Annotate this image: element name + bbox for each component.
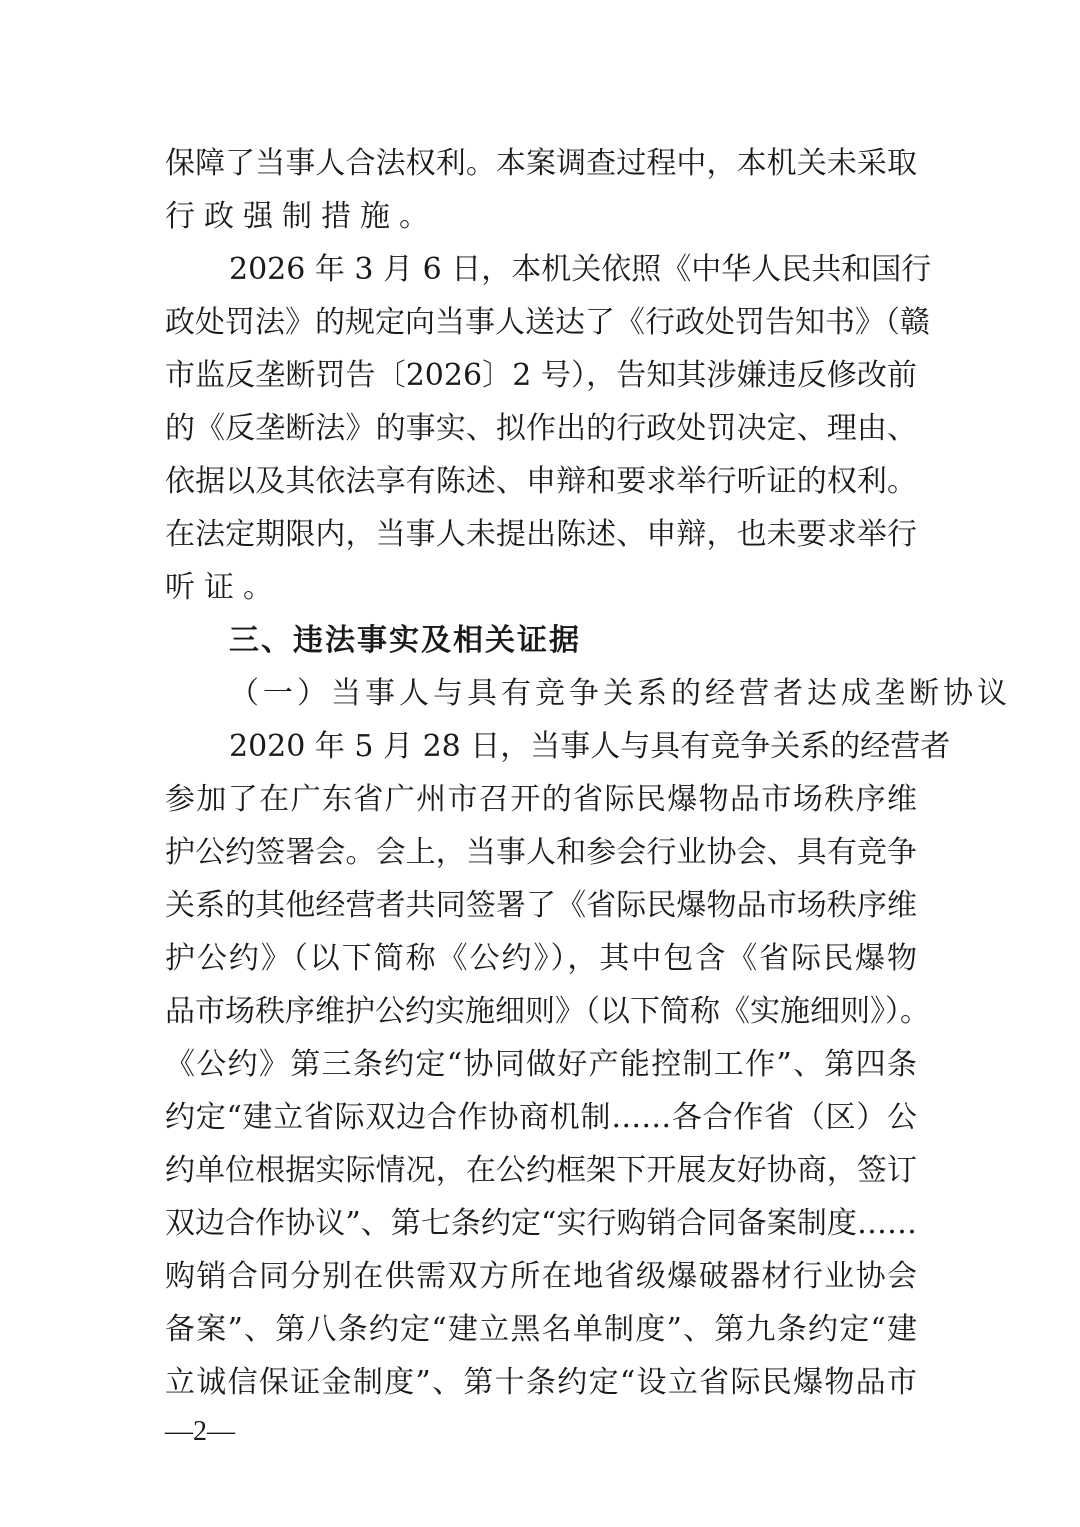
body-text-line: 听证。 [165, 570, 282, 605]
body-text-line: 依据以及其依法享有陈述、申辩和要求举行听证的权利。 [165, 464, 917, 499]
body-text-line: 购销合同分别在供需双方所在地省级爆破器材行业协会 [165, 1259, 917, 1294]
body-text-line: 护公约签署会。会上，当事人和参会行业协会、具有竞争 [165, 835, 917, 870]
body-text-line: 约定“建立省际双边合作协商机制……各合作省（区）公 [165, 1100, 917, 1135]
body-text-line: 市监反垄断罚告〔2026〕2 号），告知其涉嫌违反修改前 [165, 358, 917, 393]
body-text-line: 的《反垄断法》的事实、拟作出的行政处罚决定、理由、 [165, 411, 917, 446]
body-text-line: 在法定期限内，当事人未提出陈述、申辩，也未要求举行 [165, 517, 917, 552]
body-text-line: 2026 年 3 月 6 日，本机关依照《中华人民共和国行 [229, 252, 932, 287]
body-text-line: 2020 年 5 月 28 日，当事人与具有竞争关系的经营者 [229, 729, 951, 764]
body-text-line: 政处罚法》的规定向当事人送达了《行政处罚告知书》（赣 [165, 305, 930, 340]
body-text-line: 约单位根据实际情况，在公约框架下开展友好协商，签订 [165, 1153, 917, 1188]
body-text-line: 《公约》第三条约定“协同做好产能控制工作”、第四条 [165, 1047, 917, 1082]
body-text-line: 立诚信保证金制度”、第十条约定“设立省际民爆物品市 [165, 1365, 917, 1400]
section-heading: 三、违法事实及相关证据 [229, 623, 581, 658]
body-text-line: 行政强制措施。 [165, 199, 438, 234]
body-text-line: 参加了在广东省广州市召开的省际民爆物品市场秩序维 [165, 782, 917, 817]
body-text-line: 品市场秩序维护公约实施细则》（以下简称《实施细则》）。 [165, 994, 930, 1029]
body-text-line: 关系的其他经营者共同签署了《省际民爆物品市场秩序维 [165, 888, 917, 923]
body-text-line: 保障了当事人合法权利。本案调查过程中，本机关未采取 [165, 146, 917, 181]
page-number: —2— [165, 1416, 235, 1447]
subsection-heading: （一）当事人与具有竞争关系的经营者达成垄断协议 [229, 676, 1011, 711]
body-text-line: 护公约》（以下简称《公约》），其中包含《省际民爆物 [165, 941, 917, 976]
body-text-line: 双边合作协议”、第七条约定“实行购销合同备案制度…… [165, 1206, 917, 1241]
body-text-line: 备案”、第八条约定“建立黑名单制度”、第九条约定“建 [165, 1312, 917, 1347]
